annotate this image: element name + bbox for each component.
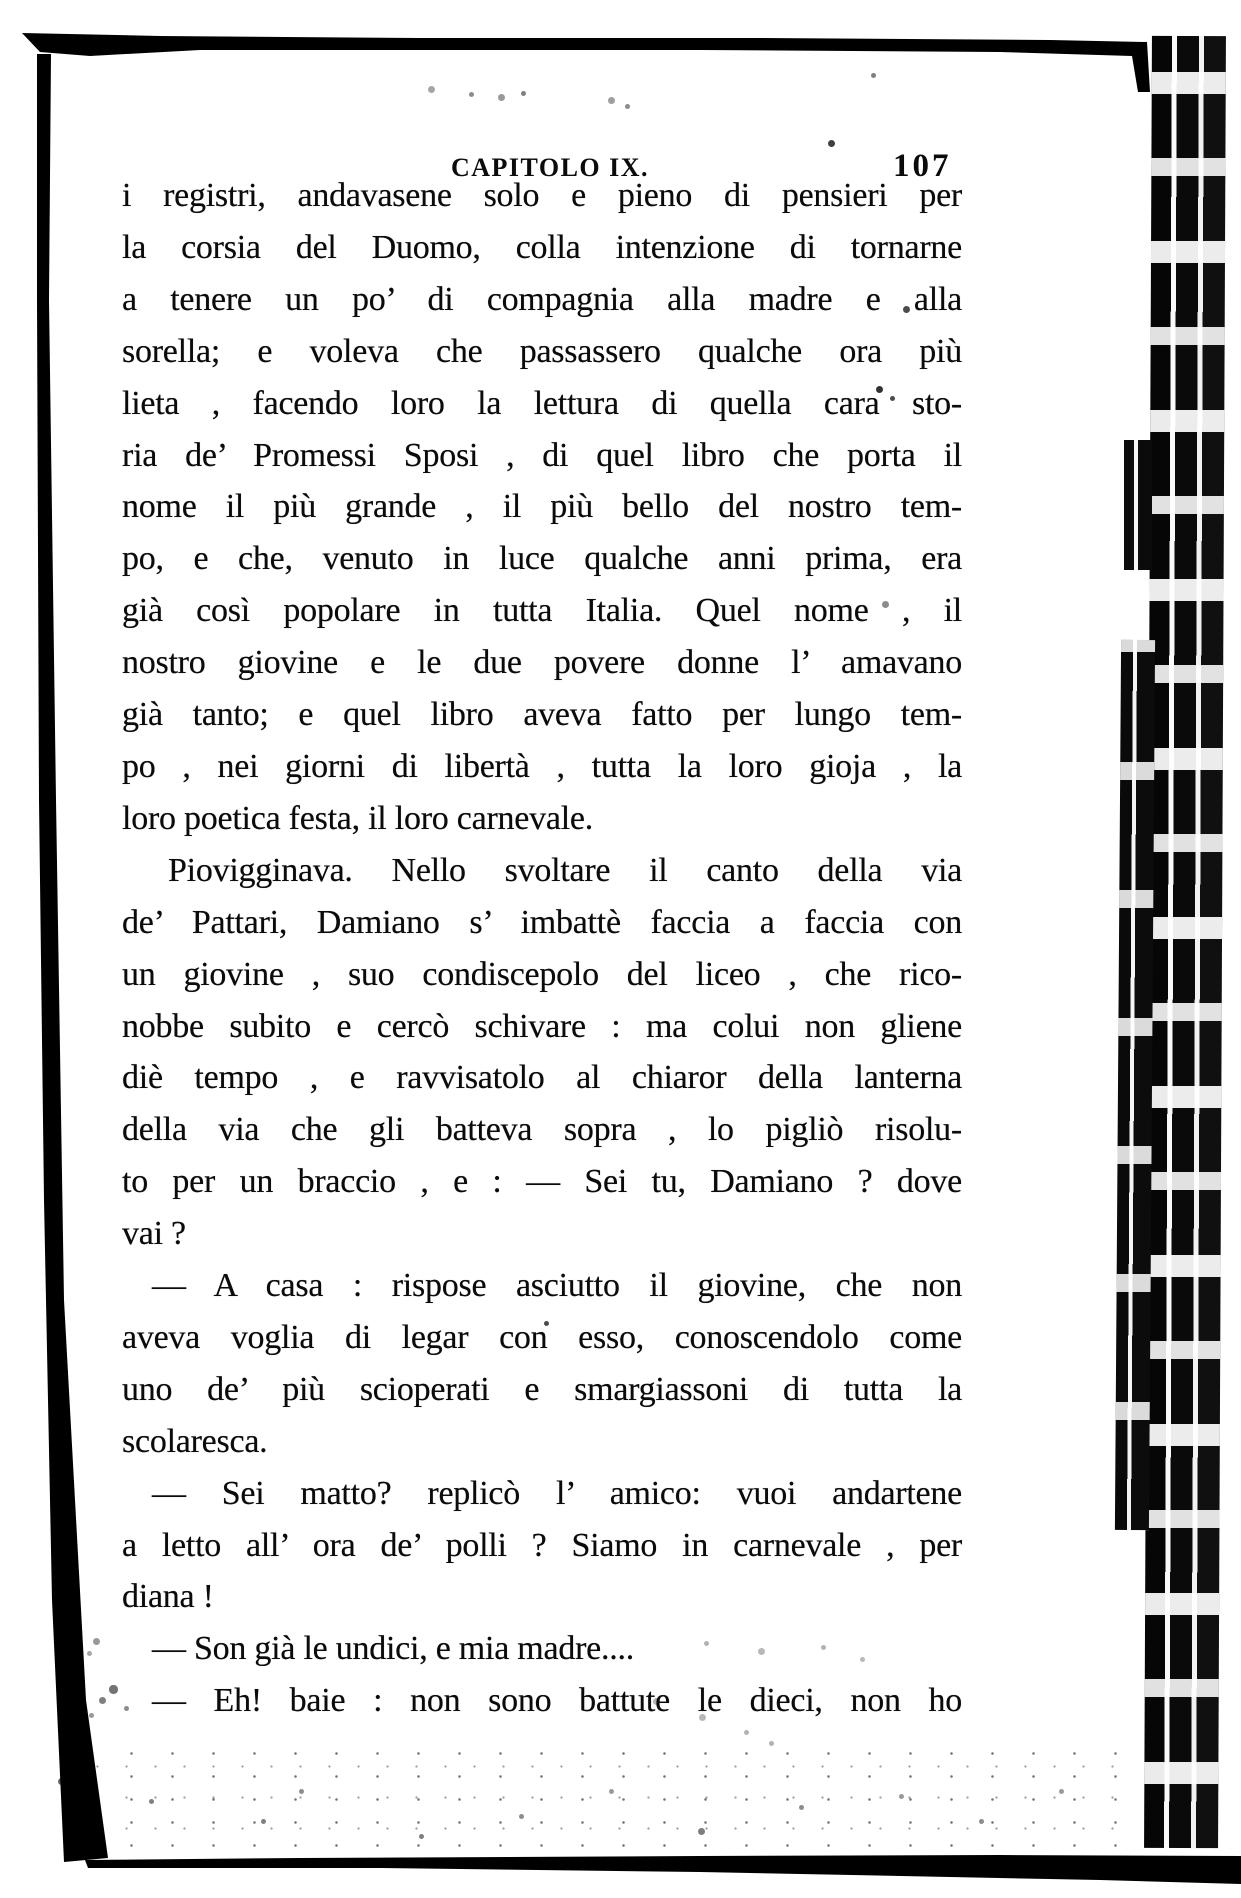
text-line: de’ Pattari, Damiano s’ imbattè faccia a faccia con (122, 903, 962, 941)
chapter-heading: CAPITOLO IX. (450, 153, 650, 182)
text-line: to per un braccio , e : — Sei tu, Damiano ? dove (122, 1163, 962, 1201)
text-line: un giovine , suo condiscepolo del liceo , che rico- (122, 955, 962, 993)
text-line: i registri, andavasene solo e pieno di pensieri per (122, 177, 962, 214)
text-lines (122, 170, 962, 1727)
text-line: diana ! (122, 1578, 214, 1616)
text-line: aveva voglia di legar con esso, conoscendolo come (122, 1318, 962, 1356)
text-line: a letto all’ ora de’ polli ? Siamo in carnevale , per (122, 1526, 962, 1564)
text-line: Piovigginava. Nello svoltare il canto della via (168, 851, 962, 889)
text-line: loro poetica festa, il loro carnevale. (122, 799, 593, 837)
text-line: scolaresca. (122, 1422, 268, 1460)
text-line: sorella; e voleva che passassero qualche ora più (122, 332, 962, 370)
binding-shadow-blob (1124, 440, 1152, 570)
text-line: nobbe subito e cercò schivare : ma colui non gliene (122, 1007, 962, 1045)
text-line: della via che gli batteva sopra , lo pigliò risolu- (122, 1111, 962, 1149)
text-line: uno de’ più scioperati e smargiassoni di tutta la (122, 1370, 962, 1408)
text-line: nostro giovine e le due povere donne l’ amavano (122, 644, 962, 682)
text-line: — A casa : rispose asciutto il giovine, che non (152, 1267, 962, 1305)
text-line: già tanto; e quel libro aveva fatto per lungo tem- (122, 696, 962, 734)
text-line: — Son già le undici, e mia madre.... (152, 1630, 634, 1668)
text-line: diè tempo , e ravvisatolo al chiaror della lanterna (122, 1059, 962, 1097)
text-line: — Eh! baie : non sono battute le dieci, non ho (152, 1682, 962, 1720)
text-line: ria de’ Promessi Sposi , di quel libro che porta il (122, 436, 962, 474)
text-line: la corsia del Duomo, colla intenzione di tornarne (122, 228, 962, 266)
top-edge-bar (22, 33, 1150, 92)
text-line: — Sei matto? replicò l’ amico: vuoi andartene (152, 1474, 962, 1512)
text-line: po, e che, venuto in luce qualche anni prima, era (122, 540, 962, 578)
text-line: nome il più grande , il più bello del nostro tem- (122, 488, 962, 526)
scan-noise-band (70, 1742, 1130, 1848)
binding-shadow-bulge (1115, 640, 1155, 1530)
text-line: lieta , facendo loro la lettura di quella cara sto- (122, 384, 962, 422)
text-line: già così popolare in tutta Italia. Quel nome , il (122, 592, 962, 630)
bottom-edge-line (85, 1855, 1241, 1884)
page-number: 107 (893, 148, 952, 184)
text-line: po , nei giorni di libertà , tutta la loro gioja , la (122, 747, 962, 785)
scan-speckles (0, 0, 3, 3)
binding-shadow-band (1144, 36, 1226, 1848)
left-edge-line (37, 54, 108, 1862)
text-line: a tenere un po’ di compagnia alla madre e alla (122, 280, 962, 318)
text-line: vai ? (122, 1215, 186, 1253)
